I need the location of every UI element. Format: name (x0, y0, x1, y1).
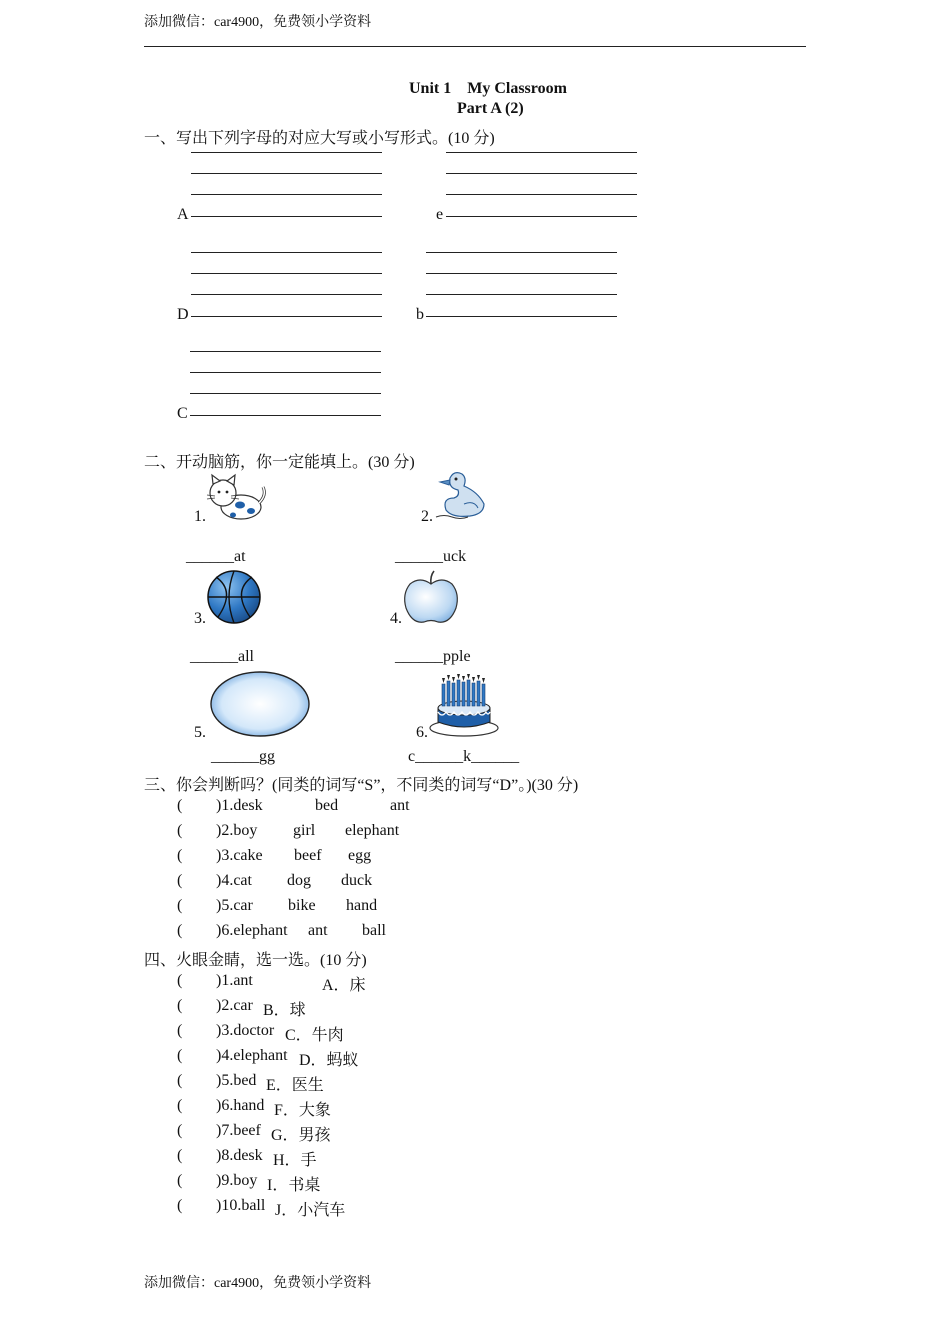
answer-paren: ( (177, 1072, 183, 1089)
basketball-icon (206, 569, 262, 625)
letter-label: e (436, 206, 444, 223)
word-2: bed (315, 797, 339, 814)
answer-paren: ( (177, 922, 183, 939)
item-number: 1. (194, 508, 206, 525)
word-2: beef (294, 847, 322, 864)
match-option: H．手 (273, 1152, 317, 1169)
answer-paren: ( (177, 1197, 183, 1214)
match-word: )10.ball (216, 1197, 266, 1214)
writing-line (426, 294, 617, 295)
writing-line (446, 173, 637, 174)
writing-line (426, 316, 617, 317)
answer-paren: ( (177, 1147, 183, 1164)
match-word: )3.doctor (216, 1022, 275, 1039)
answer-paren: ( (177, 1122, 183, 1139)
match-option: B．球 (263, 1002, 306, 1019)
writing-line (191, 316, 382, 317)
duck-icon (434, 470, 488, 522)
word-3: ant (390, 797, 410, 814)
fill-blank-answer: ______uck (395, 548, 467, 565)
word-2: ant (308, 922, 328, 939)
match-option: F．大象 (274, 1102, 331, 1119)
answer-paren: ( (177, 1097, 183, 1114)
answer-paren: ( (177, 1047, 183, 1064)
word-1: )2.boy (216, 822, 258, 839)
writing-line (190, 372, 381, 373)
cat-icon (205, 473, 267, 523)
match-option: A．床 (322, 977, 366, 994)
letter-label: D (177, 306, 189, 323)
writing-line (446, 216, 637, 217)
match-option: I．书桌 (267, 1177, 321, 1194)
fill-blank-answer: ______all (190, 648, 254, 665)
word-3: ball (362, 922, 386, 939)
item-number: 2. (421, 508, 433, 525)
word-1: )6.elephant (216, 922, 288, 939)
fill-blank-answer: c______k______ (408, 748, 520, 765)
item-number: 4. (390, 610, 402, 627)
section1-heading: 一、写出下列字母的对应大写或小写形式。(10 分) (144, 130, 495, 147)
word-3: hand (346, 897, 378, 914)
section3-heading: 三、你会判断吗？(同类的词写“S”，不同类的词写“D”。)(30 分) (144, 777, 579, 794)
writing-line (191, 294, 382, 295)
match-option: C．牛肉 (285, 1027, 344, 1044)
page-title: Unit 1 My Classroom (409, 80, 567, 97)
item-number: 5. (194, 724, 206, 741)
answer-paren: ( (177, 872, 183, 889)
answer-paren: ( (177, 997, 183, 1014)
section4-heading: 四、火眼金睛，选一选。(10 分) (144, 952, 367, 969)
answer-paren: ( (177, 1172, 183, 1189)
writing-line (191, 273, 382, 274)
match-option: G．男孩 (271, 1127, 331, 1144)
letter-label: C (177, 405, 188, 422)
word-2: bike (288, 897, 316, 914)
word-2: girl (293, 822, 316, 839)
match-word: )7.beef (216, 1122, 261, 1139)
answer-paren: ( (177, 972, 183, 989)
letter-label: A (177, 206, 189, 223)
fill-blank-answer: ______at (186, 548, 246, 565)
word-1: )3.cake (216, 847, 263, 864)
answer-paren: ( (177, 1022, 183, 1039)
header-rule (144, 46, 806, 47)
match-option: E．医生 (266, 1077, 324, 1094)
match-word: )1.ant (216, 972, 253, 989)
writing-line (426, 252, 617, 253)
section2-heading: 二、开动脑筋，你一定能填上。(30 分) (144, 454, 415, 471)
item-number: 3. (194, 610, 206, 627)
word-3: egg (348, 847, 372, 864)
match-word: )9.boy (216, 1172, 258, 1189)
word-3: duck (341, 872, 373, 889)
answer-paren: ( (177, 797, 183, 814)
match-word: )6.hand (216, 1097, 265, 1114)
word-2: dog (287, 872, 311, 889)
answer-paren: ( (177, 897, 183, 914)
match-option: D．蚂蚁 (299, 1052, 359, 1069)
word-3: elephant (345, 822, 400, 839)
writing-line (190, 351, 381, 352)
fill-blank-answer: ______pple (395, 648, 471, 665)
writing-line (446, 194, 637, 195)
writing-line (191, 216, 382, 217)
page-subtitle: Part A (2) (457, 100, 524, 117)
match-word: )4.elephant (216, 1047, 288, 1064)
writing-line (190, 415, 381, 416)
page-header: 添加微信：car4900，免费领小学资料 (144, 15, 372, 30)
word-1: )4.cat (216, 872, 252, 889)
egg-icon (209, 670, 311, 738)
match-word: )5.bed (216, 1072, 257, 1089)
cake-icon (428, 670, 500, 738)
match-word: )2.car (216, 997, 253, 1014)
answer-paren: ( (177, 847, 183, 864)
page-footer: 添加微信：car4900，免费领小学资料 (144, 1276, 372, 1291)
writing-line (426, 273, 617, 274)
apple-icon (402, 570, 460, 626)
word-1: )1.desk (216, 797, 263, 814)
fill-blank-answer: ______gg (211, 748, 275, 765)
writing-line (191, 252, 382, 253)
writing-line (446, 152, 637, 153)
writing-line (191, 194, 382, 195)
letter-label: b (416, 306, 424, 323)
writing-line (191, 152, 382, 153)
word-1: )5.car (216, 897, 253, 914)
match-word: )8.desk (216, 1147, 263, 1164)
match-option: J．小汽车 (275, 1202, 346, 1219)
item-number: 6. (416, 724, 428, 741)
writing-line (191, 173, 382, 174)
writing-line (190, 393, 381, 394)
answer-paren: ( (177, 822, 183, 839)
